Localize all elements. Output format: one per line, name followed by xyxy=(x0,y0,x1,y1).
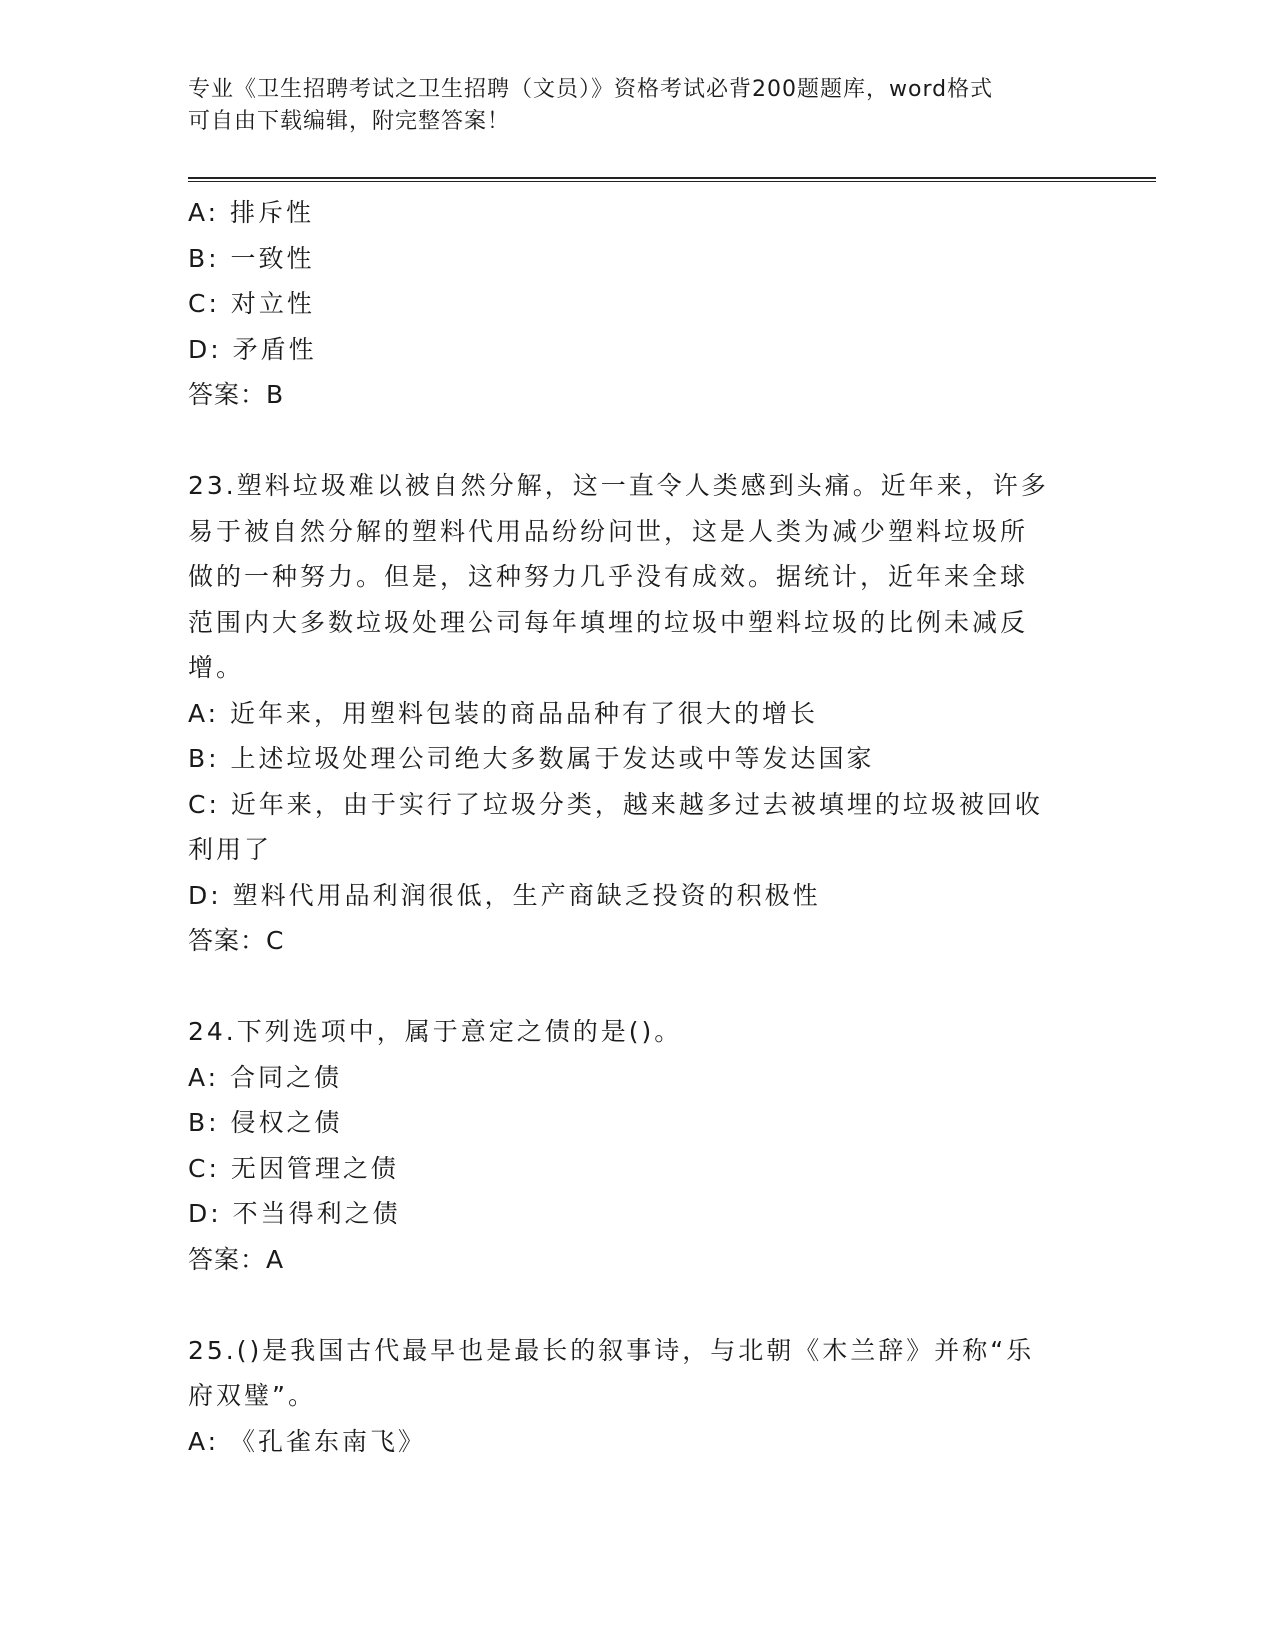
question-25 xyxy=(188,1328,1083,1465)
question-stem-line: 做的一种努力。但是，这种努力几乎没有成效。据统计，近年来全球 xyxy=(188,562,1029,591)
question-stem-line: 23.塑料垃圾难以被自然分解，这一直令人类感到头痛。近年来，许多 xyxy=(188,471,1049,500)
question-content xyxy=(188,190,1083,1464)
question-stem-line: 易于被自然分解的塑料代用品纷纷问世，这是人类为减少塑料垃圾所 xyxy=(188,516,1029,546)
header-rule-thin xyxy=(188,181,1156,182)
option-c: C: 对立性 xyxy=(188,289,315,318)
question-24 xyxy=(188,1009,1083,1282)
option-a: A: 合同之债 xyxy=(188,1062,343,1092)
question-stem-line: 范围内大多数垃圾处理公司每年填埋的垃圾中塑料垃圾的比例未减反 xyxy=(188,607,1029,637)
option-c: C: 无因管理之债 xyxy=(188,1153,399,1183)
header-line-1: 专业《卫生招聘考试之卫生招聘（文员）》资格考试必背200题题库，word格式 xyxy=(188,77,994,102)
option-b: B: 侵权之债 xyxy=(188,1108,343,1137)
option-b: B: 一致性 xyxy=(188,243,315,273)
spacer xyxy=(188,1282,1083,1328)
question-stem-line: 府双璧”。 xyxy=(188,1381,316,1410)
spacer xyxy=(188,964,1083,1010)
option-a: A: 近年来，用塑料包装的商品品种有了很大的增长 xyxy=(188,698,819,728)
option-d: D: 不当得利之债 xyxy=(188,1199,401,1228)
spacer xyxy=(188,418,1083,464)
option-a: A: 排斥性 xyxy=(188,198,315,227)
question-22 xyxy=(188,190,1083,418)
question-23 xyxy=(188,463,1083,964)
answer: 答案：C xyxy=(188,926,285,955)
option-c: C: 近年来，由于实行了垃圾分类，越来越多过去被填埋的垃圾被回收 xyxy=(188,789,1043,819)
option-d: D: 矛盾性 xyxy=(188,334,317,364)
question-stem-line: 增。 xyxy=(188,653,245,682)
option-c-continued: 利用了 xyxy=(188,835,273,864)
header-line-2: 可自由下载编辑，附完整答案！ xyxy=(188,109,511,134)
option-b: B: 上述垃圾处理公司绝大多数属于发达或中等发达国家 xyxy=(188,744,875,773)
question-stem-line: 24.下列选项中，属于意定之债的是()。 xyxy=(188,1017,683,1046)
option-a: A: 《孔雀东南飞》 xyxy=(188,1426,427,1456)
answer: 答案：A xyxy=(188,1244,285,1274)
question-stem-line: 25.()是我国古代最早也是最长的叙事诗，与北朝《木兰辞》并称“乐 xyxy=(188,1335,1035,1365)
answer: 答案：B xyxy=(188,380,285,409)
header-rule-thick xyxy=(188,177,1156,179)
document-header xyxy=(188,74,1068,138)
option-d: D: 塑料代用品利润很低，生产商缺乏投资的积极性 xyxy=(188,880,821,910)
